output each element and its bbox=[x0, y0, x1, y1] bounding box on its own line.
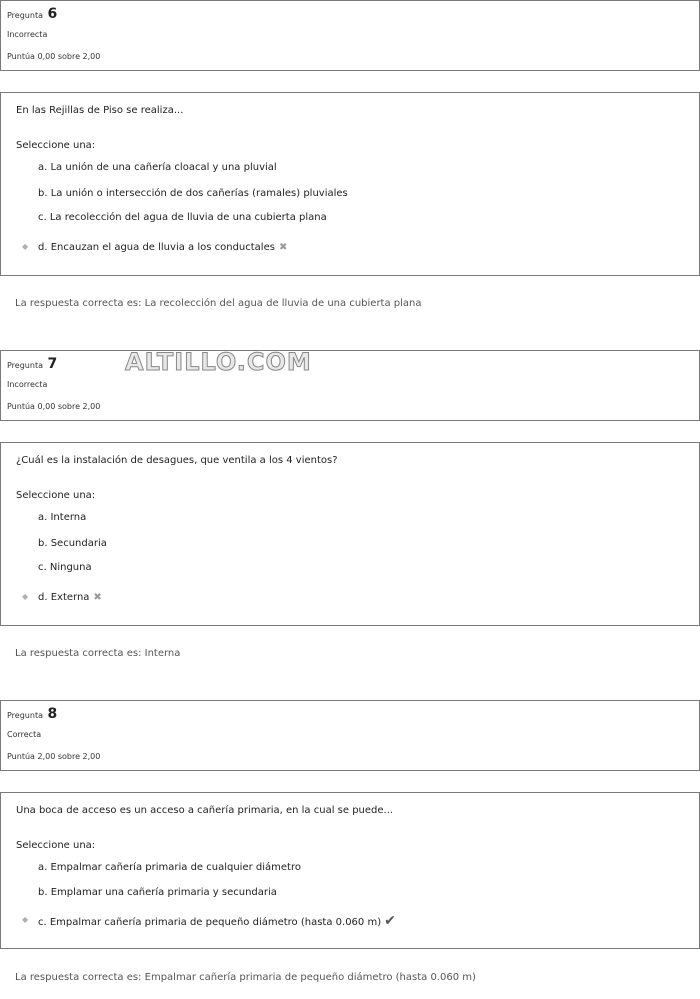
question-content-6 bbox=[0, 92, 700, 276]
answer-option-a[interactable]: a. Interna bbox=[38, 512, 87, 523]
selected-radio-icon[interactable]: ◆ bbox=[22, 592, 29, 601]
answer-option-d-label: d. Encauzan el agua de lluvia a los conductales bbox=[38, 242, 275, 253]
answer-option-b[interactable]: b. Secundaria bbox=[38, 538, 107, 549]
answer-option-a[interactable]: a. Empalmar cañería primaria de cualquier diámetro bbox=[38, 862, 301, 873]
question-text: Una boca de acceso es un acceso a cañería primaria, en la cual se puede... bbox=[16, 805, 394, 816]
question-label: Pregunta bbox=[7, 11, 43, 20]
question-state: Incorrecta bbox=[7, 380, 48, 389]
question-content-7 bbox=[0, 442, 700, 626]
question-number-value: 8 bbox=[47, 706, 58, 722]
question-info-7 bbox=[0, 350, 700, 421]
select-prompt: Seleccione una: bbox=[16, 490, 96, 501]
question-number bbox=[7, 706, 57, 722]
question-text: ¿Cuál es la instalación de desagues, que ventila a los 4 vientos? bbox=[16, 455, 338, 466]
question-grade: Puntúa 0,00 sobre 2,00 bbox=[7, 402, 101, 411]
answer-option-d[interactable] bbox=[38, 242, 287, 253]
answer-option-d-label: d. Externa bbox=[38, 592, 90, 603]
question-state: Correcta bbox=[7, 730, 42, 739]
question-number bbox=[7, 6, 57, 22]
correct-answer-feedback: La respuesta correcta es: La recolección del agua de lluvia de una cubierta plana bbox=[15, 298, 422, 309]
answer-option-c-label: c. Empalmar cañería primaria de pequeño diámetro (hasta 0.060 m) bbox=[38, 917, 382, 928]
correct-check-icon: ✔ bbox=[384, 913, 396, 929]
question-grade: Puntúa 2,00 sobre 2,00 bbox=[7, 752, 101, 761]
answer-option-d[interactable] bbox=[38, 592, 102, 603]
answer-option-b[interactable]: b. La unión o intersección de dos cañerías (ramales) pluviales bbox=[38, 188, 348, 199]
question-number-value: 7 bbox=[47, 356, 58, 372]
question-info-6 bbox=[0, 0, 700, 71]
incorrect-icon: ✖ bbox=[278, 242, 288, 253]
selected-radio-icon[interactable]: ◆ bbox=[22, 242, 29, 251]
answer-option-c[interactable] bbox=[38, 913, 396, 929]
incorrect-icon: ✖ bbox=[93, 592, 102, 603]
question-number bbox=[7, 356, 57, 372]
question-content-8 bbox=[0, 792, 700, 949]
correct-answer-feedback: La respuesta correcta es: Empalmar cañería primaria de pequeño diámetro (hasta 0.060 m) bbox=[15, 972, 476, 983]
question-label: Pregunta bbox=[7, 711, 43, 720]
correct-answer-feedback: La respuesta correcta es: Interna bbox=[15, 648, 181, 659]
select-prompt: Seleccione una: bbox=[16, 140, 96, 151]
answer-option-b[interactable]: b. Emplamar una cañería primaria y secundaria bbox=[38, 887, 277, 898]
selected-radio-icon[interactable]: ◆ bbox=[22, 915, 29, 924]
question-label: Pregunta bbox=[7, 361, 43, 370]
answer-option-c[interactable]: c. Ninguna bbox=[38, 562, 92, 573]
answer-option-a[interactable]: a. La unión de una cañería cloacal y una pluvial bbox=[38, 162, 277, 173]
question-info-8 bbox=[0, 700, 700, 771]
answer-option-c[interactable]: c. La recolección del agua de lluvia de una cubierta plana bbox=[38, 212, 327, 223]
watermark-logo: ALTILLO.COM bbox=[125, 348, 312, 376]
select-prompt: Seleccione una: bbox=[16, 840, 96, 851]
question-state: Incorrecta bbox=[7, 30, 48, 39]
question-grade: Puntúa 0,00 sobre 2,00 bbox=[7, 52, 101, 61]
question-text: En las Rejillas de Piso se realiza... bbox=[16, 105, 184, 116]
question-number-value: 6 bbox=[47, 6, 58, 22]
